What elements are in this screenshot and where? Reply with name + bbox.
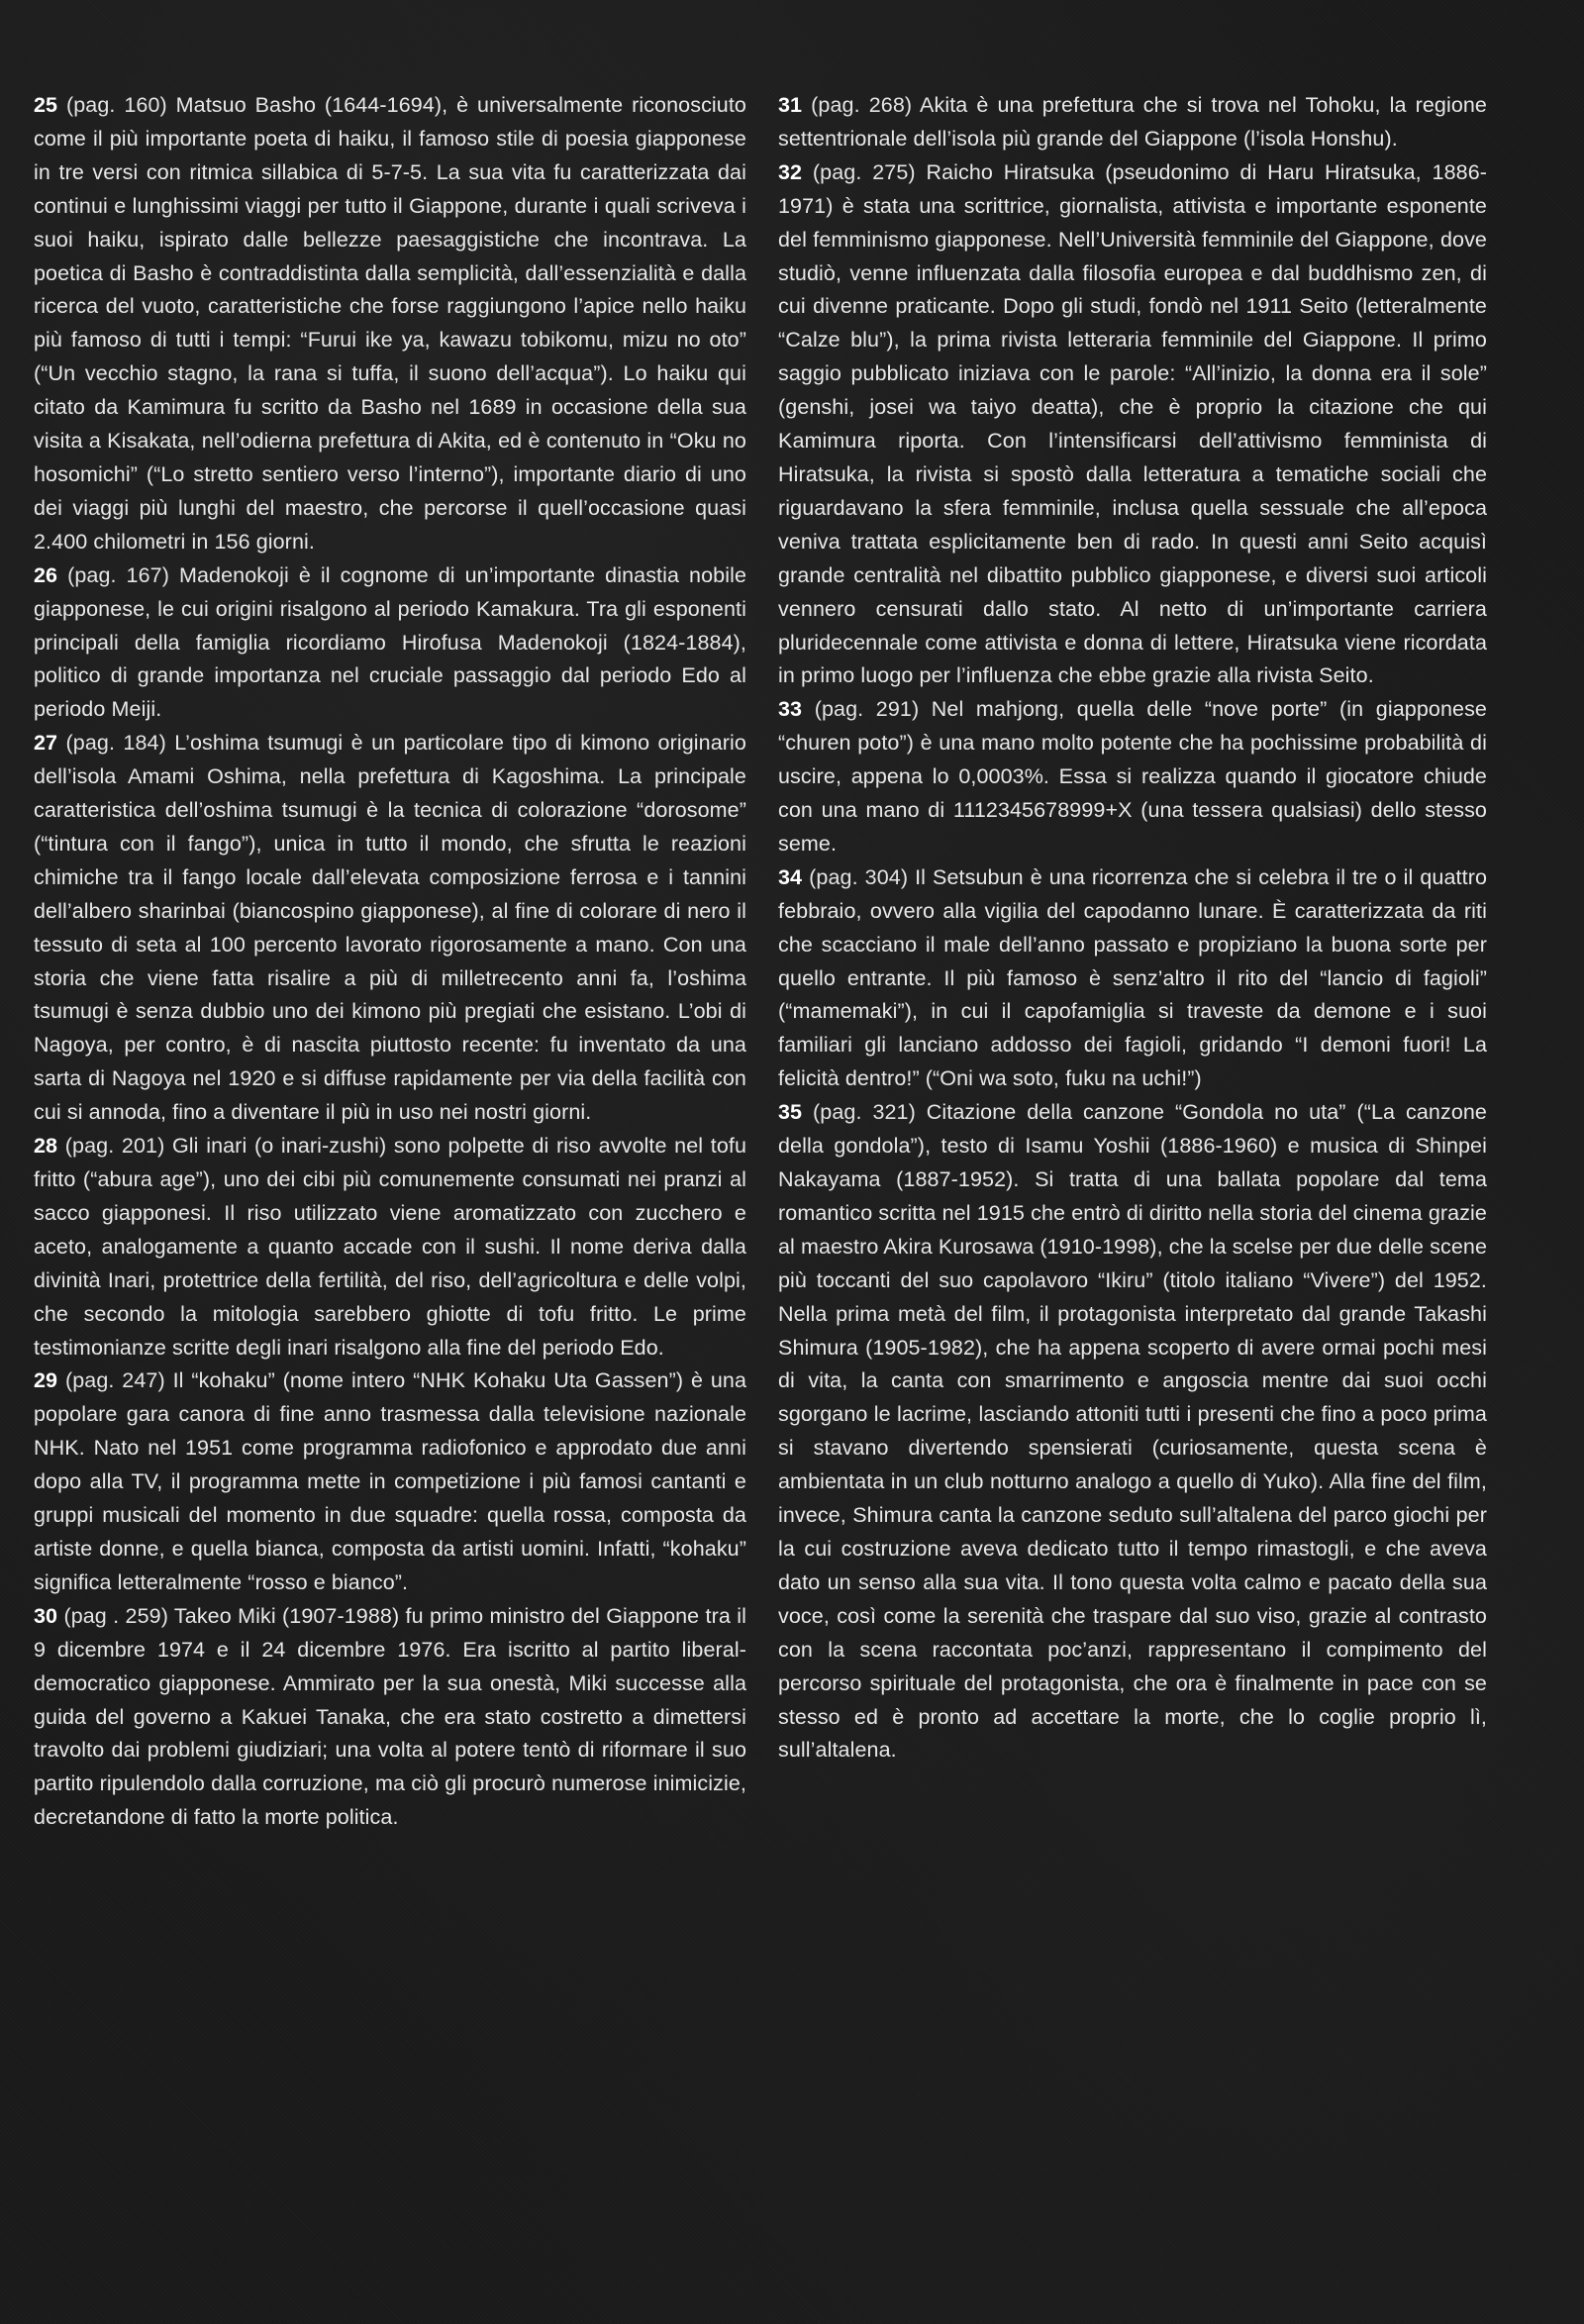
endnote-page-ref: (pag . 259) <box>63 1603 168 1628</box>
endnote-text: Nel mahjong, quella delle “nove porte” (in giapponese “churen poto”) è una mano molto potente che ha pochissime probabilità di uscire, appena lo 0,0003%. Essa si realizza quando il giocatore chiude con una mano di 1112345678999+X (una tessera qualsiasi) dello stesso seme. <box>778 697 1487 856</box>
endnote-page-ref: (pag. 275) <box>812 159 916 184</box>
endnote-page-ref: (pag. 268) <box>811 93 913 117</box>
endnote-30 <box>34 1600 746 1835</box>
endnote-text: Raicho Hiratsuka (pseudonimo di Haru Hiratsuka, 1886-1971) è stata una scrittrice, giornalista, attivista e importante esponente del femminismo giapponese. Nell’Università femminile del Giappone, dove studiò, venne influenzata dalla filosofia europea e dal buddhismo zen, di cui divenne praticante. Dopo gli studi, fondò nel 1911 Seito (letteralmente “Calze blu”), la prima rivista letteraria femminile del Giappone. Il primo saggio pubblicato iniziava con le parole: “All’inizio, la donna era il sole” (genshi, josei wa taiyo deatta), che è proprio la citazione che qui Kamimura riporta. Con l’intensificarsi dell’attivismo femminista di Hiratsuka, la rivista si spostò dalla letteratura a tematiche sociali che riguardavano la sfera femminile, inclusa quella sessuale che all’epoca veniva trattata esplicitamente ben di rado. In questi anni Seito acquisì grande centralità nel dibattito pubblico giapponese, e diversi suoi articoli vennero censurati dallo stato. Al netto di un’importante carriera pluridecennale come attivista e donna di lettere, Hiratsuka viene ricordata in primo luogo per l’influenza che ebbe grazie alla rivista Seito. <box>778 159 1488 688</box>
endnote-number: 26 <box>34 562 58 587</box>
endnote-25 <box>34 89 746 559</box>
endnote-number: 30 <box>34 1603 58 1628</box>
endnote-text: Takeo Miki (1907-1988) fu primo ministro del Giappone tra il 9 dicembre 1974 e il 24 dicembre 1976. Era iscritto al partito liberal-democratico giapponese. Ammirato per la sua onestà, Miki successe alla guida del governo a Kakuei Tanaka, che era stato costretto a dimettersi travolto dai problemi giudiziari; una volta al potere tentò di riformare il suo partito ripulendolo dalla corruzione, ma ciò gli procurò numerose inimicizie, decretandone di fatto la morte politica. <box>34 1603 746 1830</box>
endnote-number: 33 <box>778 697 803 722</box>
endnote-text: Madenokoji è il cognome di un’importante dinastia nobile giapponese, le cui origini risalgono al periodo Kamakura. Tra gli esponenti principali della famiglia ricordiamo Hirofusa Madenokoji (1824-1884), politico di grande importanza nel cruciale passaggio dal periodo Edo al periodo Meiji. <box>34 562 746 722</box>
endnote-page-ref: (pag. 291) <box>814 697 920 722</box>
endnote-text: L’oshima tsumugi è un particolare tipo di kimono originario dell’isola Amami Oshima, nella prefettura di Kagoshima. La principale caratteristica dell’oshima tsumugi è la tecnica di colorazione “dorosome” (“tintura con il fango”), unica in tutto il mondo, che sfrutta le reazioni chimiche tra il fango locale dall’elevata composizione ferrosa e i tannini dell’albero sharinbai (biancospino giapponese), al fine di colorare di nero il tessuto di seta al 100 percento lavorato rigorosamente a mano. Con una storia che viene fatta risalire a più di milletrecento anni fa, l’oshima tsumugi è senza dubbio uno dei kimono più pregiati che esistano. L’obi di Nagoya, per contro, è di nascita piuttosto recente: fu inventato da una sarta di Nagoya nel 1920 e si diffuse rapidamente per via della facilità con cui si annoda, fino a diventare il più in uso nei nostri giorni. <box>34 731 746 1125</box>
notes-column-left <box>34 89 746 1835</box>
endnote-page-ref: (pag. 184) <box>65 731 166 756</box>
endnote-number: 27 <box>34 731 58 756</box>
endnote-page-ref: (pag. 321) <box>813 1100 916 1125</box>
endnote-number: 28 <box>34 1134 58 1159</box>
endnote-page-ref: (pag. 201) <box>64 1134 165 1159</box>
endnote-26 <box>34 559 746 728</box>
endnote-28 <box>34 1130 746 1364</box>
endnote-page-ref: (pag. 160) <box>65 93 167 117</box>
endnote-35 <box>778 1096 1487 1768</box>
endnote-31 <box>778 89 1487 156</box>
endnote-32 <box>778 156 1487 694</box>
endnote-29 <box>34 1364 746 1599</box>
endnote-number: 35 <box>778 1100 803 1125</box>
endnote-33 <box>778 693 1487 861</box>
endnote-text: Il “kohaku” (nome intero “NHK Kohaku Uta Gassen”) è una popolare gara canora di fine anno trasmessa dalla televisione nazionale NHK. Nato nel 1951 come programma radiofonico e approdato due anni dopo alla TV, il programma mette in competizione i più famosi cantanti e gruppi musicali del momento in due squadre: quella rossa, composta da artiste donne, e quella bianca, composta da artisti uomini. Infatti, “kohaku” significa letteralmente “rosso e bianco”. <box>34 1368 747 1594</box>
notes-column-right <box>778 89 1487 1768</box>
endnote-text: Akita è una prefettura che si trova nel Tohoku, la regione settentrionale dell’isola più grande del Giappone (l’isola Honshu). <box>778 93 1487 151</box>
endnote-text: Matsuo Basho (1644-1694), è universalmente riconosciuto come il più importante poeta di haiku, il famoso stile di poesia giapponese in tre versi con ritmica sillabica di 5-7-5. La sua vita fu caratterizzata dai continui e lunghissimi viaggi per tutto il Giappone, durante i quali scriveva i suoi haiku, ispirato dalle bellezze paesaggistiche che incontrava. La poetica di Basho è contraddistinta dalla semplicità, dall’essenzialità e dalla ricerca del vuoto, caratteristiche che forse raggiungono l’apice nello haiku più famoso di tutti i tempi: “Furui ike ya, kawazu tobikomu, mizu no oto” (“Un vecchio stagno, la rana si tuffa, il suono dell’acqua”). Lo haiku qui citato da Kamimura fu scritto da Basho nel 1689 in occasione della sua visita a Kisakata, nell’odierna prefettura di Akita, ed è contenuto in “Oku no hosomichi” (“Lo stretto sentiero verso l’interno”), importante diario di uno dei viaggi più lunghi del maestro, che percorse il quell’occasione quasi 2.400 chilometri in 156 giorni. <box>34 93 746 554</box>
endnote-number: 31 <box>778 93 803 117</box>
endnote-page-ref: (pag. 247) <box>64 1368 165 1393</box>
endnote-page-ref: (pag. 304) <box>809 864 909 889</box>
endnote-text: Il Setsubun è una ricorrenza che si celebra il tre o il quattro febbraio, ovvero alla vigilia del capodanno lunare. È caratterizzata da riti che scacciano il male dell’anno passato e propiziano la buona sorte per quello entrante. Il più famoso è senz’altro il rito del “lancio di fagioli” (“mamemaki”), in cui il capofamiglia si traveste da demone e i suoi familiari gli lanciano addosso dei fagioli, gridando “I demoni fuori! La felicità dentro!” (“Oni wa soto, fuku na uchi!”) <box>778 864 1488 1091</box>
endnote-text: Citazione della canzone “Gondola no uta” (“La canzone della gondola”), testo di Isamu Yoshii (1886-1960) e musica di Shinpei Nakayama (1887-1952). Si tratta di una ballata popolare dal tema romantico scritta nel 1915 che entrò di diritto nella storia del cinema grazie al maestro Akira Kurosawa (1910-1998), che la scelse per due delle scene più toccanti del suo capolavoro “Ikiru” (titolo italiano “Vivere”) del 1952. Nella prima metà del film, il protagonista interpretato dal grande Takashi Shimura (1905-1982), che ha appena scoperto di avere ormai pochi mesi di vita, la canta con smarrimento e angoscia mentre dai suoi occhi sgorgano le lacrime, lasciando attoniti tutti i presenti che fino a poco prima si stavano divertendo spensierati (curiosamente, questa scena è ambientata in un club notturno analogo a quello di Yuko). Alla fine del film, invece, Shimura canta la canzone seduto sull’altalena del parco giochi per la cui costruzione aveva dedicato tutto il tempo rimastogli, e che aveva dato un senso alla sua vita. Il tono questa volta calmo e pacato della sua voce, così come la serenità che traspare dal suo viso, grazie al contrasto con la scena raccontata poc’anzi, rappresentano il compimento del percorso spirituale del protagonista, che ora è finalmente in pace con se stesso ed è pronto ad accettare la morte, che lo coglie proprio lì, sull’altalena. <box>778 1100 1487 1763</box>
endnote-number: 32 <box>778 159 803 184</box>
endnote-number: 25 <box>34 93 58 117</box>
endnote-27 <box>34 727 746 1130</box>
endnote-page-ref: (pag. 167) <box>67 562 169 587</box>
endnote-number: 29 <box>34 1368 58 1393</box>
endnote-number: 34 <box>778 864 803 889</box>
endnote-34 <box>778 861 1487 1096</box>
endnote-text: Gli inari (o inari-zushi) sono polpette di riso avvolte nel tofu fritto (“abura age”), uno dei cibi più comunemente consumati nei pranzi al sacco giapponesi. Il riso utilizzato viene aromatizzato con zucchero e aceto, analogamente a quanto accade con il sushi. Il nome deriva dalla divinità Inari, protettrice della fertilità, del riso, dell’agricoltura e delle volpi, che secondo la mitologia sarebbero ghiotte di tofu fritto. Le prime testimonianze scritte degli inari risalgono alla fine del periodo Edo. <box>34 1134 747 1360</box>
